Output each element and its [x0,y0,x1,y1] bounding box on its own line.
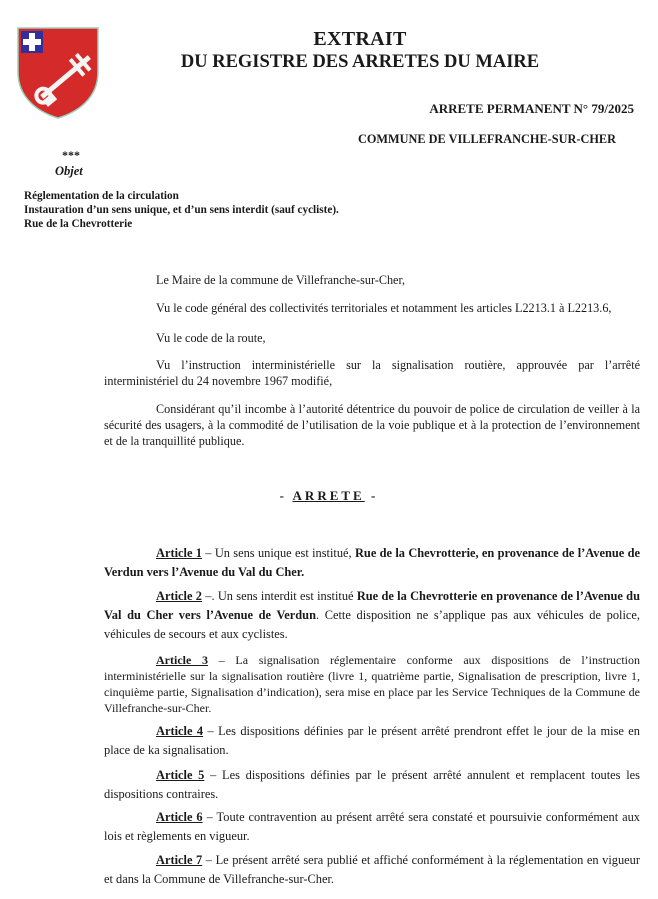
preamble-vu-instruction: Vu l’instruction interministérielle sur la signalisation routière, approuvée par l’arrêté interministériel du 24 novembre 1967 modifié, [104,358,640,388]
article-sep: – [208,653,236,667]
article-label: Article 1 [156,546,202,560]
article-text: Les dispositions définies par le présent arrêté annulent et remplacent toutes les dispositions contraires. [104,768,640,801]
article-sep: –. [201,589,218,603]
separator-stars: *** [62,148,80,162]
commune-name: COMMUNE DE VILLEFRANCHE-SUR-CHER [357,132,616,146]
arrete-dash: - [279,488,293,503]
article-label: Article 3 [156,653,208,667]
article-sep: – [202,810,217,824]
article-sep: – [201,546,215,560]
arrete-dash: - [364,488,379,503]
objet-label: Objet [55,164,83,178]
article-label: Article 7 [156,853,203,867]
article-7 [104,851,640,889]
article-text: Toute contravention au présent arrêté sera constaté et poursuivie conformément aux lois et règlements en vigueur. [104,810,640,843]
objet-line: Rue de la Chevrotterie [24,218,133,230]
article-4 [104,722,640,760]
arrete-heading [0,488,658,504]
article-2 [104,587,640,644]
preamble-considerant: Considérant qu’il incombe à l’autorité détentrice du pouvoir de police de circulation de veiller à la sécurité des usagers, à la commodité de l’utilisation de la voie publique et à la protection de l’environnement et de la tranquillité publique. [104,402,640,448]
article-label: Article 6 [156,810,203,824]
document-title-line1: EXTRAIT [313,28,407,50]
article-text: Un sens interdit est institué [217,589,357,603]
article-bold-text: Rue de la Chevrotterie, en provenance de l’Avenue de Verdun vers l’Avenue du Val du Cher. [104,546,640,579]
article-sep: – [202,853,216,867]
arrete-word: ARRETE [292,488,365,503]
article-3 [104,652,640,716]
preamble-maire: Le Maire de la commune de Villefranche-sur-Cher, [156,273,406,287]
article-text: Les dispositions définies par le présent arrêté prendront effet le jour de la mise en place de ka signalisation. [104,724,640,757]
objet-line: Instauration d’un sens unique, et d’un sens interdit (sauf cycliste). [24,204,339,216]
article-1 [104,544,640,582]
objet-line: Réglementation de la circulation [24,190,179,202]
article-label: Article 2 [156,589,202,603]
article-text: Le présent arrêté sera publié et affiché conformément à la réglementation en vigueur et dans la Commune de Villefranche-sur-Cher. [104,853,641,886]
article-5 [104,766,640,804]
article-label: Article 5 [156,768,205,782]
article-bold-text: Rue de la Chevrotterie en provenance de l’Avenue du Val du Cher vers l’Avenue de Verdun [104,589,640,622]
article-label: Article 4 [156,724,204,738]
article-sep: – [203,724,219,738]
article-sep: – [204,768,223,782]
arrete-number: ARRETE PERMANENT N° 79/2025 [429,101,634,116]
article-6 [104,808,640,846]
document-title-line2: DU REGISTRE DES ARRETES DU MAIRE [180,52,540,72]
preamble-vu-code-route: Vu le code de la route, [156,331,266,345]
coat-of-arms-icon [14,24,102,120]
article-text: . Cette disposition ne s’applique pas aux véhicules de police, véhicules de secours et aux cyclistes. [104,608,640,641]
article-text: La signalisation réglementaire conforme aux dispositions de l’instruction interministérielle sur la signalisation routière (livre 1, quatrième partie, Signalisation de prescription, livre 1, cinquième partie, Signalisation d’indication), sera mise en place par les Service Techniques de la Commune de Villefranche-sur-Cher. [104,653,641,715]
preamble-vu-cgct: Vu le code général des collectivités territoriales et notamment les articles L2213.1 à L2213.6, [156,301,612,315]
article-text: Un sens unique est institué, [214,546,355,560]
